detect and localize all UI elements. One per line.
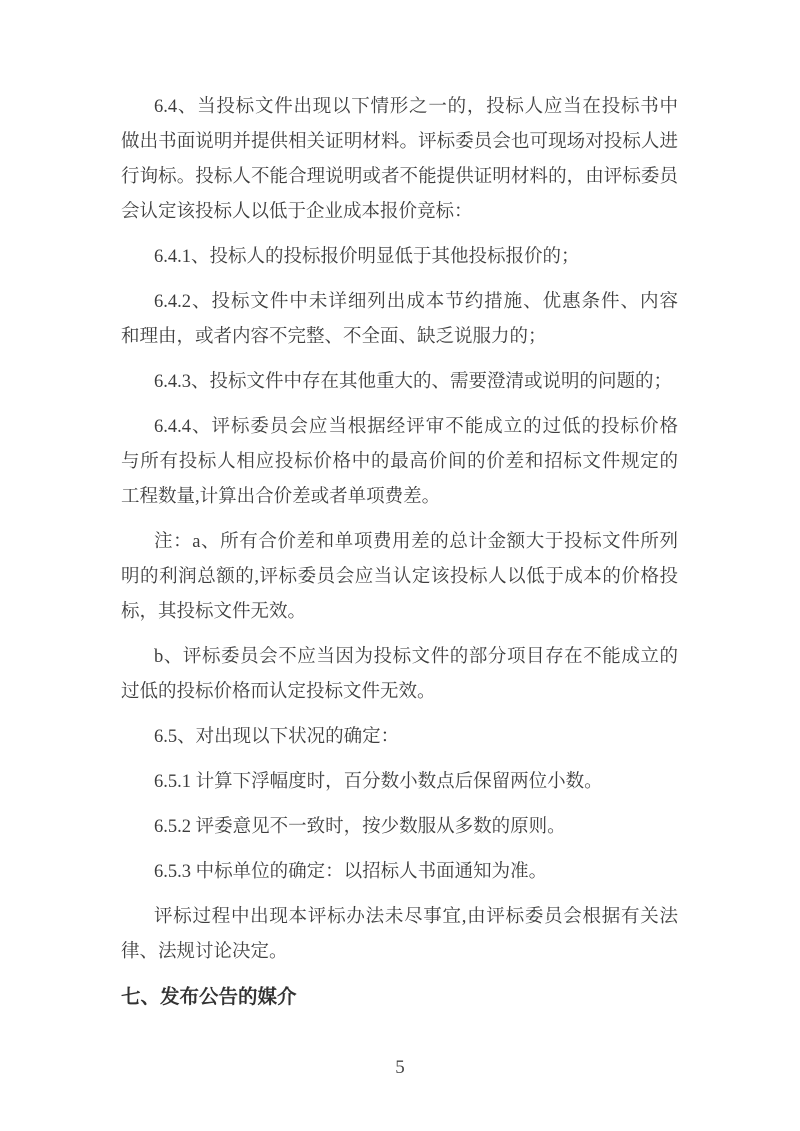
text-line: 过低的投标价格而认定投标文件无效。: [121, 682, 436, 702]
text-line: 律、法规讨论决定。: [121, 942, 288, 962]
text-line: 评标过程中出现本评标办法未尽事宜,由评标委员会根据有关法: [154, 907, 678, 927]
clause-6-5-3: [121, 855, 678, 890]
clause-6-4-2: [121, 285, 678, 355]
text-line: 注：a、所有合价差和单项费用差的总计金额大于投标文件所列: [154, 532, 678, 552]
text-line: 6.5.1 计算下浮幅度时，百分数小数点后保留两位小数。: [154, 772, 603, 792]
clause-6-5-1: [121, 765, 678, 800]
text-line: 6.4、当投标文件出现以下情形之一的，投标人应当在投标书中: [154, 97, 678, 117]
text-line: 6.5.3 中标单位的确定：以招标人书面通知为准。: [154, 862, 548, 882]
text-line: 6.4.2、投标文件中未详细列出成本节约措施、优惠条件、内容: [154, 292, 678, 312]
text-line: 标，其投标文件无效。: [121, 602, 307, 622]
text-line: 明的利润总额的,评标委员会应当认定该投标人以低于成本的价格投: [121, 567, 678, 587]
text-line: 七、发布公告的媒介: [121, 987, 297, 1008]
text-line: 会认定该投标人以低于企业成本报价竞标：: [121, 202, 473, 222]
text-line: 与所有投标人相应投标价格中的最高价间的价差和招标文件规定的: [121, 452, 678, 472]
text-line: 做出书面说明并提供相关证明材料。评标委员会也可现场对投标人进: [121, 132, 678, 152]
clause-6-4-4: [121, 410, 678, 515]
text-line: 行询标。投标人不能合理说明或者不能提供证明材料的，由评标委员: [121, 167, 678, 187]
text-line: 6.4.3、投标文件中存在其他重大的、需要澄清或说明的问题的；: [154, 372, 673, 392]
text-line: b、评标委员会不应当因为投标文件的部分项目存在不能成立的: [154, 647, 678, 667]
clause-6-5-2: [121, 810, 678, 845]
text-line: 工程数量,计算出合价差或者单项费差。: [121, 487, 441, 507]
note-b: [121, 640, 678, 710]
text-line: 6.5、对出现以下状况的确定：: [154, 727, 400, 747]
document-body: [121, 90, 678, 1025]
text-line: 6.4.1、投标人的投标报价明显低于其他投标报价的；: [154, 247, 580, 267]
note-a: [121, 525, 678, 630]
page-number: 5: [395, 1057, 405, 1078]
section-7-heading: [121, 980, 678, 1015]
text-line: 和理由，或者内容不完整、不全面、缺乏说服力的；: [121, 327, 547, 347]
text-line: 6.4.4、评标委员会应当根据经评审不能成立的过低的投标价格: [154, 417, 678, 437]
text-line: 6.5.2 评委意见不一致时，按少数服从多数的原则。: [154, 817, 566, 837]
clause-6-4: [121, 90, 678, 230]
clause-6-4-1: [121, 240, 678, 275]
clause-6-5: [121, 720, 678, 755]
clause-6-4-3: [121, 365, 678, 400]
closing-paragraph: [121, 900, 678, 970]
